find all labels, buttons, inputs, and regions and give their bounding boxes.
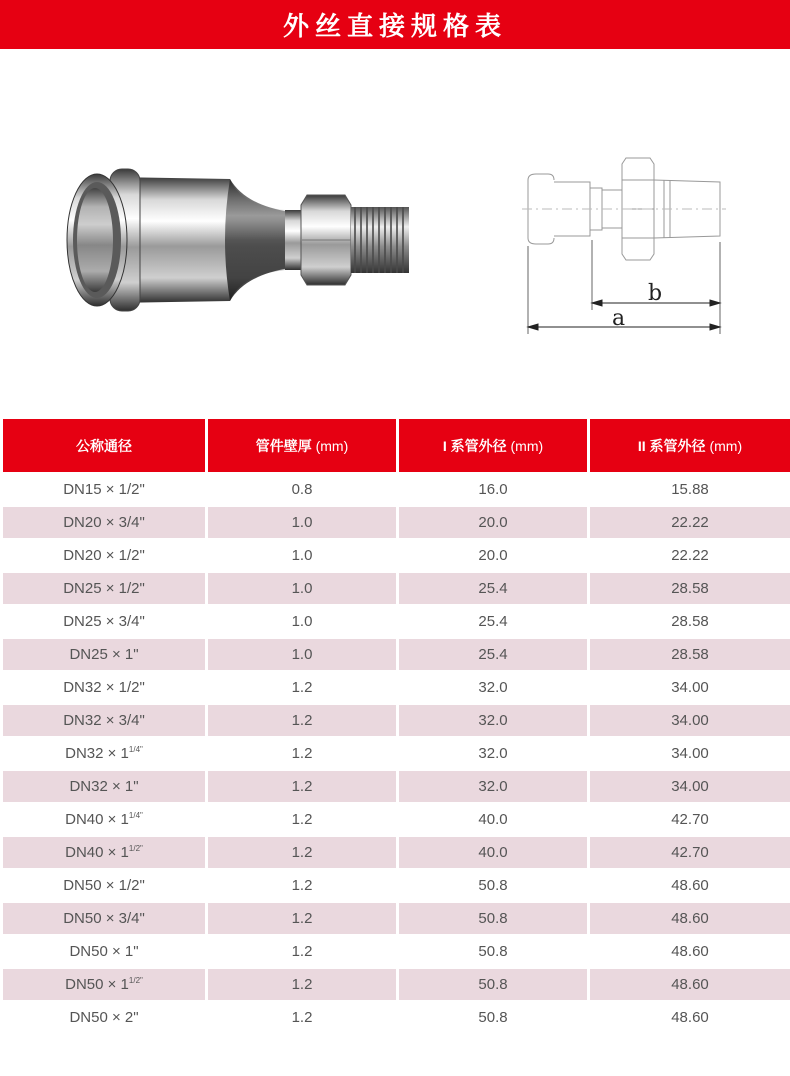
cell-dn: $DN32 \times 1^{1/4"}$ — [3, 738, 205, 769]
cell-wall: 1.2 — [208, 705, 396, 736]
cell-od2: 34.00 — [590, 705, 790, 736]
table-row — [3, 936, 790, 967]
table-row — [3, 804, 790, 835]
cell-od1: 25.4 — [399, 639, 587, 670]
cell-dn: $DN50 \times 1^{1/2"}$ — [3, 969, 205, 1000]
cell-dn: DN32 × 1/2" — [3, 672, 205, 703]
dimension-label-b: b — [648, 281, 663, 306]
cell-dn: DN25 × 3/4" — [3, 606, 205, 637]
cell-dn: DN15 × 1/2" — [3, 474, 205, 505]
cell-wall: 1.2 — [208, 837, 396, 868]
cell-od2: 48.60 — [590, 870, 790, 901]
cell-wall: 1.2 — [208, 771, 396, 802]
cell-od1: 50.8 — [399, 870, 587, 901]
title-banner — [0, 0, 790, 49]
cell-od2: 48.60 — [590, 903, 790, 934]
cell-wall: 1.2 — [208, 1002, 396, 1033]
table-row — [3, 474, 790, 505]
dimension-drawing — [520, 150, 730, 340]
cell-od1: 40.0 — [399, 804, 587, 835]
header-nominal-diameter: 公称通径 — [3, 419, 205, 472]
cell-od2: 15.88 — [590, 474, 790, 505]
cell-od1: 25.4 — [399, 573, 587, 604]
cell-od2: 34.00 — [590, 672, 790, 703]
cell-dn: DN50 × 1" — [3, 936, 205, 967]
cell-wall: 1.2 — [208, 672, 396, 703]
cell-od2: 34.00 — [590, 738, 790, 769]
cell-dn: DN32 × 1" — [3, 771, 205, 802]
cell-dn: DN32 × 3/4" — [3, 705, 205, 736]
cell-dn: DN20 × 1/2" — [3, 540, 205, 571]
cell-wall: 1.2 — [208, 936, 396, 967]
cell-od1: 32.0 — [399, 771, 587, 802]
cell-wall: 0.8 — [208, 474, 396, 505]
cell-dn: DN25 × 1/2" — [3, 573, 205, 604]
cell-wall: 1.0 — [208, 507, 396, 538]
cell-wall: 1.0 — [208, 573, 396, 604]
cell-od2: 28.58 — [590, 573, 790, 604]
cell-dn: DN50 × 1/2" — [3, 870, 205, 901]
cell-od2: 34.00 — [590, 771, 790, 802]
cell-wall: 1.0 — [208, 606, 396, 637]
table-row — [3, 705, 790, 736]
cell-od2: 28.58 — [590, 606, 790, 637]
cell-wall: 1.2 — [208, 738, 396, 769]
cell-od2: 42.70 — [590, 837, 790, 868]
table-row — [3, 639, 790, 670]
table-row — [3, 837, 790, 868]
cell-od1: 25.4 — [399, 606, 587, 637]
cell-od1: 50.8 — [399, 936, 587, 967]
page-title: 外丝直接规格表 — [282, 12, 507, 42]
header-wall-thickness: 管件壁厚 (mm) — [208, 419, 396, 472]
cell-wall: 1.2 — [208, 969, 396, 1000]
table-row — [3, 507, 790, 538]
cell-od1: 32.0 — [399, 705, 587, 736]
cell-od2: 22.22 — [590, 507, 790, 538]
table-row — [3, 606, 790, 637]
table-row — [3, 672, 790, 703]
cell-od1: 20.0 — [399, 507, 587, 538]
cell-od1: 32.0 — [399, 738, 587, 769]
dimension-label-a: a — [612, 306, 626, 331]
cell-wall: 1.2 — [208, 870, 396, 901]
table-row — [3, 771, 790, 802]
cell-wall: 1.2 — [208, 804, 396, 835]
cell-dn: DN25 × 1" — [3, 639, 205, 670]
fitting-photo — [55, 165, 420, 315]
cell-od1: 50.8 — [399, 969, 587, 1000]
cell-od2: 42.70 — [590, 804, 790, 835]
cell-dn: $DN40 \times 1^{1/2"}$ — [3, 837, 205, 868]
cell-od2: 48.60 — [590, 936, 790, 967]
cell-od2: 28.58 — [590, 639, 790, 670]
cell-dn: DN50 × 3/4" — [3, 903, 205, 934]
cell-dn: DN50 × 2" — [3, 1002, 205, 1033]
cell-od2: 48.60 — [590, 1002, 790, 1033]
table-row — [3, 738, 790, 769]
spec-table — [0, 417, 790, 1035]
table-row — [3, 969, 790, 1000]
cell-od1: 32.0 — [399, 672, 587, 703]
cell-od2: 22.22 — [590, 540, 790, 571]
header-series-i-od: I 系管外径 (mm) — [399, 419, 587, 472]
cell-dn: $DN40 \times 1^{1/4"}$ — [3, 804, 205, 835]
header-series-ii-od: II 系管外径 (mm) — [590, 419, 790, 472]
table-row — [3, 870, 790, 901]
table-row — [3, 1002, 790, 1033]
cell-od1: 16.0 — [399, 474, 587, 505]
cell-od2: 48.60 — [590, 969, 790, 1000]
cell-od1: 50.8 — [399, 1002, 587, 1033]
cell-wall: 1.2 — [208, 903, 396, 934]
cell-od1: 50.8 — [399, 903, 587, 934]
table-header-row — [3, 419, 790, 472]
cell-wall: 1.0 — [208, 540, 396, 571]
table-row — [3, 540, 790, 571]
cell-od1: 20.0 — [399, 540, 587, 571]
cell-od1: 40.0 — [399, 837, 587, 868]
cell-wall: 1.0 — [208, 639, 396, 670]
table-row — [3, 573, 790, 604]
cell-dn: DN20 × 3/4" — [3, 507, 205, 538]
table-row — [3, 903, 790, 934]
